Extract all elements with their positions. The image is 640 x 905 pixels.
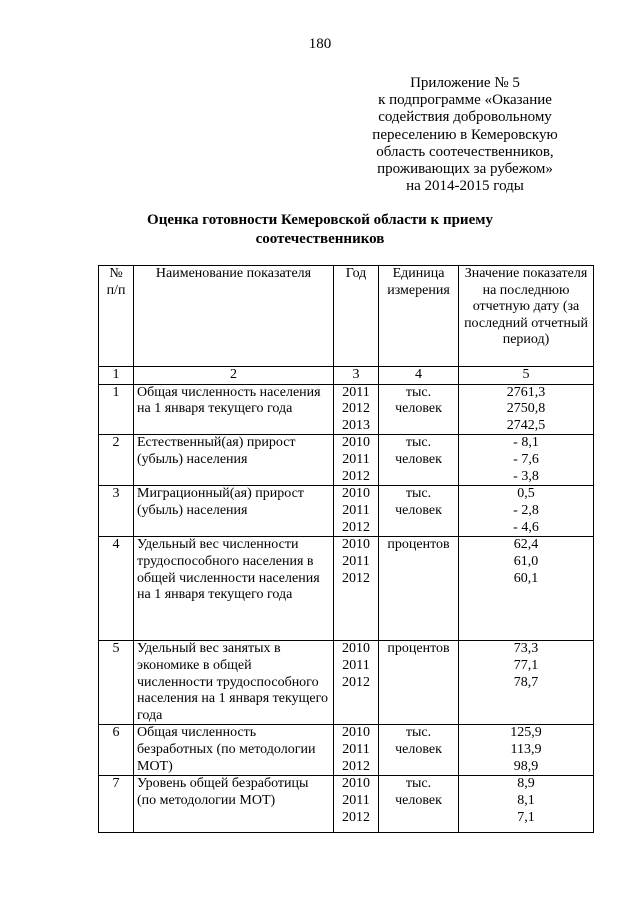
indicator-name: Миграционный(ая) прирост (убыль) населения: [134, 486, 334, 537]
value-cell-line: 98,9: [513, 758, 539, 774]
value-cell-line: 113,9: [510, 741, 542, 757]
unit-cell-line: тыс.: [405, 486, 432, 502]
year-cell-line: 2011: [342, 741, 370, 757]
value-cell: [459, 486, 594, 537]
appendix-line: Приложение № 5: [410, 75, 520, 91]
appendix-line: область соотечественников,: [376, 143, 554, 160]
title-line-2: соотечественников: [255, 231, 385, 247]
row-number: 5: [99, 641, 134, 725]
value-cell-line: 61,0: [513, 553, 539, 569]
row-number: 3: [99, 486, 134, 537]
indicator-name: Естественный(ая) прирост (убыль) населения: [134, 435, 334, 486]
appendix-line: переселению в Кемеровскую: [372, 126, 558, 143]
year-cell-line: 2011: [342, 792, 370, 808]
table-row: [99, 537, 594, 641]
year-cell: [334, 641, 379, 725]
value-cell-line: 125,9: [510, 725, 542, 741]
title-line-1: Оценка готовности Кемеровской области к приему: [147, 212, 493, 228]
unit-cell-line: человек: [395, 741, 442, 757]
year-cell: [334, 725, 379, 776]
header-year: Год: [334, 266, 379, 367]
table-header-row: [99, 266, 594, 367]
value-cell-line: - 4,6: [513, 519, 539, 535]
year-cell-line: 2012: [342, 809, 370, 825]
value-cell: [459, 435, 594, 486]
year-cell-line: 2011: [342, 553, 370, 569]
unit-cell-line: процентов: [387, 537, 450, 553]
value-cell-line: - 7,6: [513, 451, 539, 467]
table-row: [99, 486, 594, 537]
unit-cell: [379, 486, 459, 537]
appendix-note: [340, 75, 590, 195]
year-cell-line: 2011: [342, 502, 370, 518]
year-cell-line: 2010: [342, 641, 370, 657]
value-cell-line: 62,4: [513, 537, 539, 553]
table-row: [99, 725, 594, 776]
value-cell-line: 60,1: [513, 570, 539, 586]
value-cell-line: 78,7: [513, 674, 539, 690]
unit-cell-line: человек: [395, 502, 442, 518]
column-index-row: [99, 367, 594, 385]
appendix-line: на 2014-2015 годы: [406, 178, 524, 195]
year-cell-line: 2012: [342, 674, 370, 690]
unit-cell-line: человек: [395, 792, 442, 808]
year-cell-line: 2012: [342, 401, 370, 417]
year-cell-line: 2012: [342, 519, 370, 535]
year-cell-line: 2010: [342, 725, 370, 741]
header-value: Значение показателя на последнюю отчетную дату (за последний отчетный период): [459, 266, 594, 367]
column-index: 4: [379, 367, 459, 385]
header-name: Наименование показателя: [134, 266, 334, 367]
year-cell-line: 2012: [342, 758, 370, 774]
column-index: 2: [134, 367, 334, 385]
table-row: [99, 384, 594, 435]
table-row: [99, 641, 594, 725]
unit-cell-line: тыс.: [405, 384, 432, 400]
year-cell-line: 2010: [342, 486, 370, 502]
indicator-name: Общая численность населения на 1 января текущего года: [134, 384, 334, 435]
header-num: № п/п: [99, 266, 134, 367]
value-cell-line: - 2,8: [513, 502, 539, 518]
value-cell-line: 2750,8: [506, 401, 546, 417]
year-cell-line: 2010: [342, 435, 370, 451]
value-cell-line: 73,3: [513, 641, 539, 657]
year-cell-line: 2011: [342, 384, 370, 400]
value-cell-line: 8,1: [517, 792, 535, 808]
row-number: 6: [99, 725, 134, 776]
unit-cell-line: процентов: [387, 641, 450, 657]
value-cell-line: 2742,5: [506, 417, 546, 433]
unit-cell-line: тыс.: [405, 776, 432, 792]
unit-cell-line: тыс.: [405, 725, 432, 741]
year-cell-line: 2013: [342, 417, 370, 433]
value-cell-line: 2761,3: [506, 384, 546, 400]
header-unit: Единица измерения: [379, 266, 459, 367]
year-cell-line: 2012: [342, 570, 370, 586]
readiness-table: [98, 265, 594, 833]
value-cell: [459, 725, 594, 776]
column-index: 5: [459, 367, 594, 385]
value-cell: [459, 641, 594, 725]
row-number: 4: [99, 537, 134, 641]
unit-cell: [379, 776, 459, 833]
year-cell: [334, 384, 379, 435]
year-cell: [334, 776, 379, 833]
column-index: 1: [99, 367, 134, 385]
year-cell: [334, 486, 379, 537]
year-cell-line: 2010: [342, 537, 370, 553]
page-number: 180: [308, 36, 332, 52]
value-cell-line: - 3,8: [513, 468, 539, 484]
unit-cell: [379, 641, 459, 725]
value-cell-line: - 8,1: [513, 435, 539, 451]
indicator-name: Удельный вес занятых в экономике в общей численности трудоспособного населения на 1 января текущего года: [134, 641, 334, 725]
table-row: [99, 435, 594, 486]
year-cell-line: 2012: [342, 468, 370, 484]
value-cell-line: 0,5: [517, 486, 535, 502]
appendix-line: проживающих за рубежом»: [377, 161, 553, 178]
indicator-name: Уровень общей безработицы (по методологии МОТ): [134, 776, 334, 833]
appendix-line: к подпрограмме «Оказание: [378, 92, 552, 109]
unit-cell: [379, 384, 459, 435]
value-cell-line: 8,9: [517, 776, 535, 792]
unit-cell-line: человек: [395, 401, 442, 417]
unit-cell-line: тыс.: [405, 435, 432, 451]
indicator-name: Общая численность безработных (по методологии МОТ): [134, 725, 334, 776]
row-number: 7: [99, 776, 134, 833]
value-cell-line: 7,1: [517, 809, 535, 825]
document-title: [0, 211, 640, 249]
year-cell: [334, 537, 379, 641]
row-number: 2: [99, 435, 134, 486]
appendix-line: содействия добровольному: [378, 109, 552, 126]
year-cell: [334, 435, 379, 486]
unit-cell-line: человек: [395, 451, 442, 467]
row-number: 1: [99, 384, 134, 435]
year-cell-line: 2011: [342, 657, 370, 673]
value-cell: [459, 537, 594, 641]
value-cell: [459, 384, 594, 435]
indicator-name: Удельный вес численности трудоспособного населения в общей численности населения на 1 января текущего года: [134, 537, 334, 641]
unit-cell: [379, 725, 459, 776]
year-cell-line: 2010: [342, 776, 370, 792]
column-index: 3: [334, 367, 379, 385]
value-cell-line: 77,1: [513, 657, 539, 673]
unit-cell: [379, 435, 459, 486]
year-cell-line: 2011: [342, 451, 370, 467]
table-row: [99, 776, 594, 833]
value-cell: [459, 776, 594, 833]
unit-cell: [379, 537, 459, 641]
